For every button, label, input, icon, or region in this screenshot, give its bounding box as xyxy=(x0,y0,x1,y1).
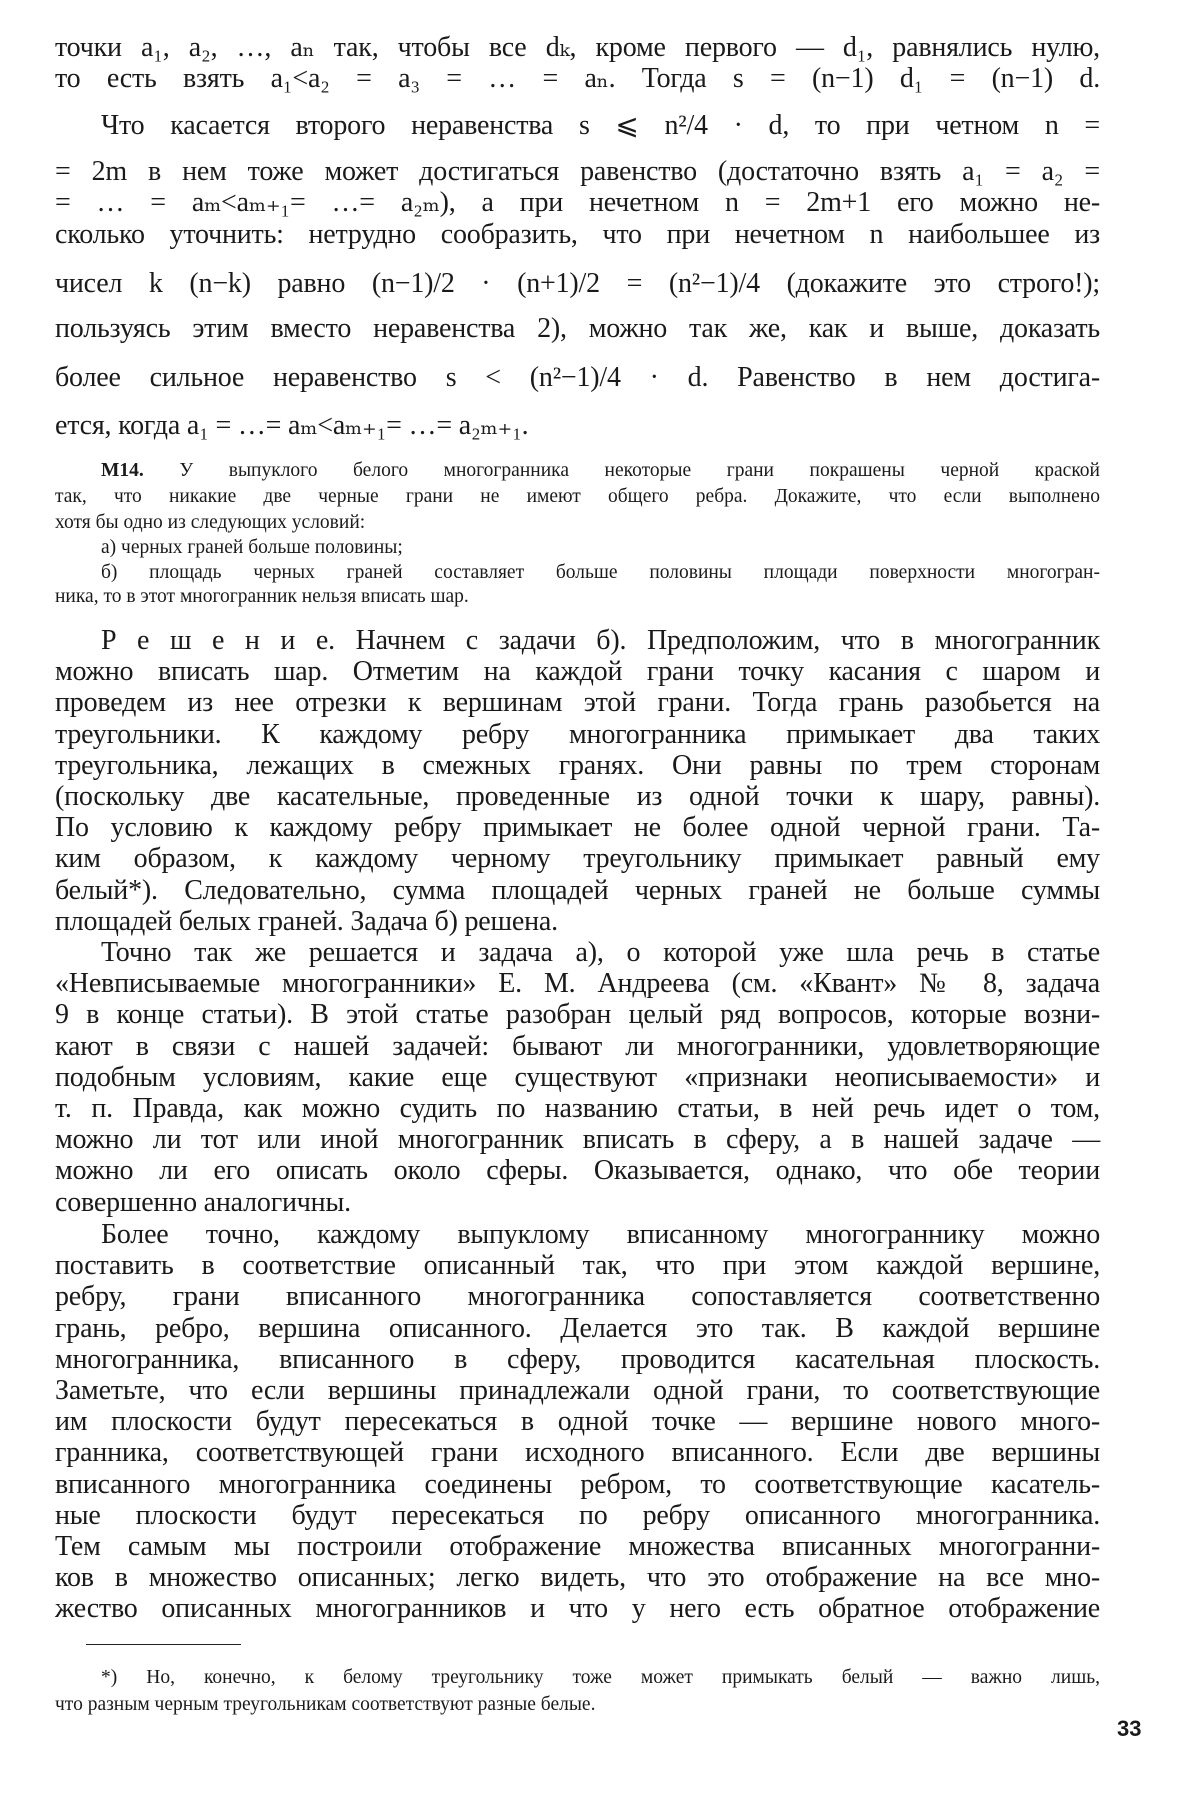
text-line: Точно так же решается и задача а), о которой уже шла речь в статье xyxy=(101,937,1100,968)
text-line: вписанного многогранника соединены ребром, то соответствующие касатель- xyxy=(55,1468,1100,1500)
text-line: многогранника, вписанного в сферу, проводится касательная плоскость. xyxy=(55,1343,1100,1375)
footnote-line: что разным черным треугольникам соответствуют разные белые. xyxy=(55,1694,596,1715)
text-line: им плоскости будут пересекаться в одной точке — вершине нового много- xyxy=(55,1406,1100,1438)
text-line: (поскольку две касательные, проведенные из одной точки к шару, равны). xyxy=(55,781,1100,812)
text-line: ные плоскости будут пересекаться по ребру описанного многогранника. xyxy=(55,1499,1100,1531)
text-line: Тем самым мы построили отображение множества вписанных многогранни- xyxy=(55,1531,1100,1562)
text-line: более сильное неравенство s < (n²−1)/4 · d. Равенство в нем достига- xyxy=(55,362,1100,393)
text-line: треугольника, лежащих в смежных гранях. Они равны по трем сторонам xyxy=(55,749,1100,781)
text-line: кают в связи с нашей задачей: бывают ли многогранники, удовлетворяющие xyxy=(55,1030,1100,1062)
text-line: сколько уточнить: нетрудно сообразить, что при нечетном n наибольшее из xyxy=(55,219,1100,250)
text-line: Что касается второго неравенства s ⩽ n²/4 · d, то при четном n = xyxy=(101,110,1100,141)
text-line: площадей белых граней. Задача б) решена. xyxy=(55,905,558,937)
problem-line: хотя бы одно из следующих условий: xyxy=(55,512,366,533)
text-line: 9 в конце статьи). В этой статье разобран целый ряд вопросов, которые возни- xyxy=(55,999,1100,1031)
text-line: гранника, соответствующей грани исходного вписанного. Если две вершины xyxy=(55,1437,1100,1469)
text-line: можно вписать шар. Отметим на каждой грани точку касания с шаром и xyxy=(55,656,1100,688)
problem-line: а) черных граней больше половины; xyxy=(101,537,403,558)
text-line: «Невписываемые многогранники» Е. М. Андреева (см. «Квант» № 8, задача xyxy=(55,968,1100,1000)
footnote-rule xyxy=(86,1644,241,1645)
problem-number: M14. xyxy=(101,460,144,481)
text-line: жество описанных многогранников и что у него есть обратное отображение xyxy=(55,1593,1100,1625)
text-line: чисел k (n−k) равно (n−1)/2 · (n+1)/2 = (n²−1)/4 (докажите это строго!); xyxy=(55,268,1100,299)
text-line: По условию к каждому ребру примыкает не более одной черной грани. Та- xyxy=(55,812,1100,844)
text-line: подобным условиям, какие еще существуют «признаки неописываемости» и xyxy=(55,1061,1100,1093)
text-line: Более точно, каждому выпуклому вписанному многограннику можно xyxy=(101,1219,1100,1250)
text-line: т. п. Правда, как можно судить по названию статьи, в ней речь идет о том, xyxy=(55,1093,1100,1124)
text-line: пользуясь этим вместо неравенства 2), можно так же, как и выше, доказать xyxy=(55,313,1100,344)
problem-line: так, что никакие две черные грани не имеют общего ребра. Докажите, что если выполнено xyxy=(55,486,1100,507)
text-line: совершенно аналогичны. xyxy=(55,1186,351,1218)
page-number: 33 xyxy=(1117,1716,1142,1741)
problem-line: ника, то в этот многогранник нельзя вписать шар. xyxy=(55,586,469,607)
text-line: ребру, грани вписанного многогранника сопоставляется соответственно xyxy=(55,1281,1100,1313)
problem-line: б) площадь черных граней составляет больше половины площади поверхности многогран- xyxy=(101,562,1100,583)
text-line: можно ли его описать около сферы. Оказывается, однако, что обе теории xyxy=(55,1155,1100,1187)
text-line: ков в множество описанных; легко видеть, что это отображение на все мно- xyxy=(55,1562,1100,1594)
text-line: проведем из нее отрезки к вершинам этой грани. Тогда грань разобьется на xyxy=(55,687,1100,719)
problem-text: У выпуклого белого многогранника некоторые грани покрашены черной краской xyxy=(179,460,1100,481)
text-line: ется, когда a₁ = …= aₘ<aₘ₊₁= …= a₂ₘ₊₁. xyxy=(55,410,529,441)
text-line: треугольники. К каждому ребру многогранника примыкает два таких xyxy=(55,718,1100,750)
text-line: Р е ш е н и е. Начнем с задачи б). Предположим, что в многогранник xyxy=(101,625,1100,656)
text-line: можно ли тот или иной многогранник вписать в сферу, а в нашей задаче — xyxy=(55,1124,1100,1156)
text-line: поставить в соответствие описанный так, что при этом каждой вершине, xyxy=(55,1250,1100,1282)
text-line: ким образом, к каждому черному треугольнику примыкает равный ему xyxy=(55,843,1100,875)
text-line: точки a₁, a₂, …, aₙ так, чтобы все dₖ, кроме первого — d₁, равнялись нулю, xyxy=(55,32,1100,63)
footnote-line: *) Но, конечно, к белому треугольнику тоже может примыкать белый — важно лишь, xyxy=(101,1667,1100,1688)
text-line: белый*). Следовательно, сумма площадей черных граней не больше суммы xyxy=(55,874,1100,906)
text-line: то есть взять a₁<a₂ = a₃ = … = aₙ. Тогда s = (n−1) d₁ = (n−1) d. xyxy=(55,63,1100,94)
problem-line xyxy=(101,459,1100,483)
text-line: Заметьте, что если вершины принадлежали одной грани, то соответствующие xyxy=(55,1375,1100,1406)
text-line: = … = aₘ<aₘ₊₁= …= a₂ₘ), а при нечетном n = 2m+1 его можно не- xyxy=(55,187,1100,218)
text-line: грань, ребро, вершина описанного. Делается это так. В каждой вершине xyxy=(55,1312,1100,1344)
text-line: = 2m в нем тоже может достигаться равенство (достаточно взять a₁ = a₂ = xyxy=(55,156,1100,187)
